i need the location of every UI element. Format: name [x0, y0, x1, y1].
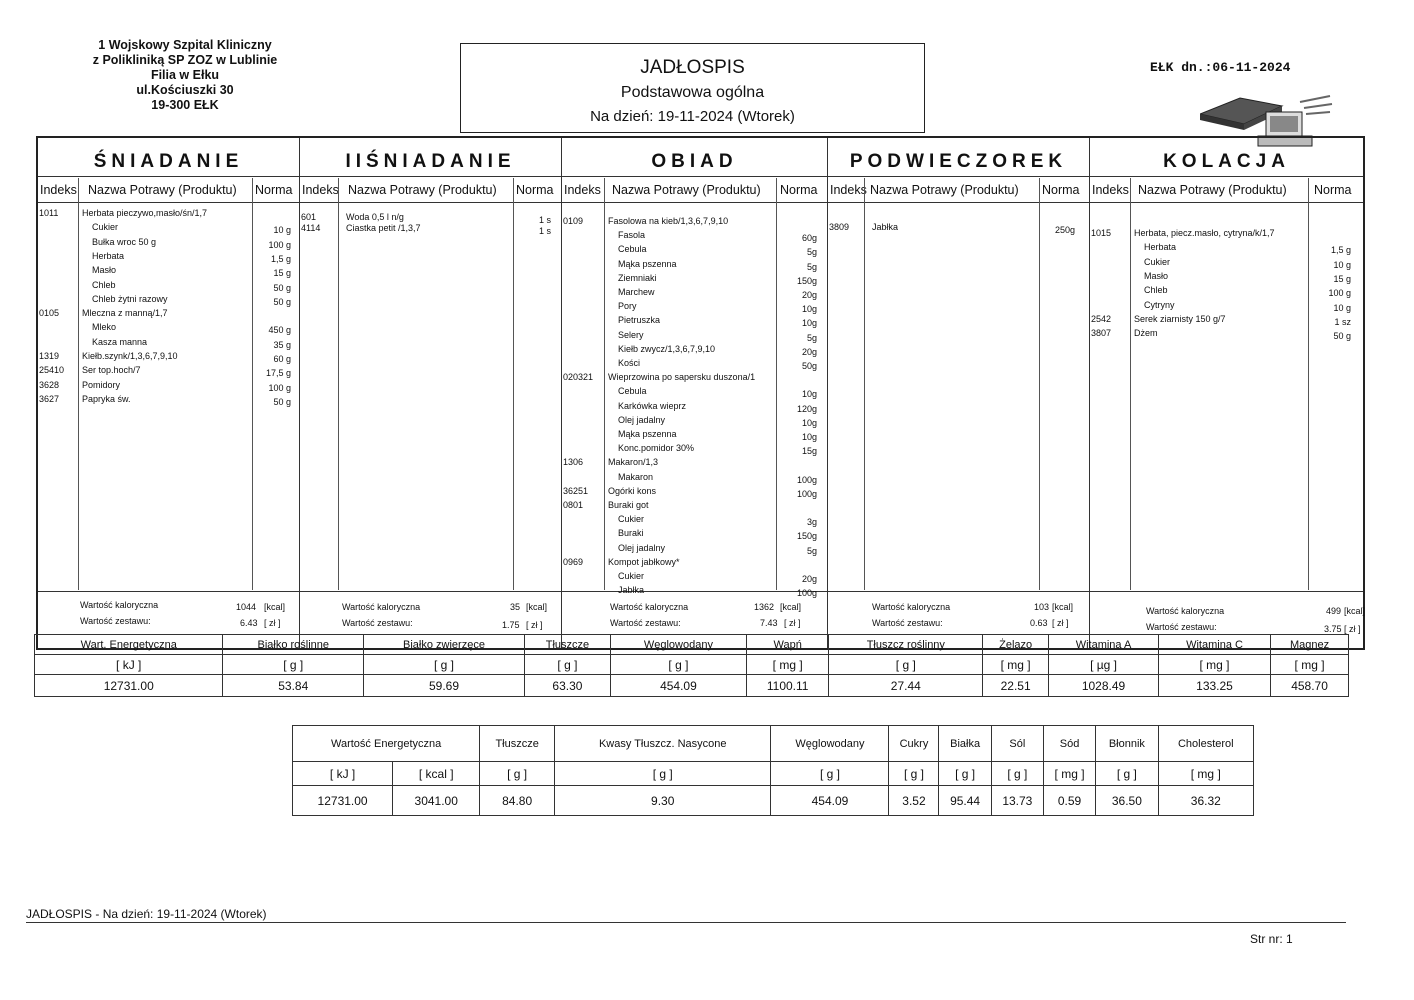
- energy-header: Wartość Energetyczna: [293, 726, 480, 762]
- nutrient-names-row: [35, 635, 1349, 655]
- nutrient-unit: [ g ]: [829, 655, 983, 675]
- cost-label: Wartość zestawu:: [1146, 622, 1217, 632]
- product-norma: 10g: [801, 318, 817, 329]
- nutrient-unit: [ g ]: [364, 655, 525, 675]
- product-index: 1319: [39, 351, 60, 361]
- nutrient-value: 59.69: [364, 675, 525, 697]
- product-name: Bułka wroc 50 g: [92, 236, 157, 247]
- product-index: 020321: [563, 372, 594, 383]
- divider: [776, 178, 777, 590]
- hospital-branch: Filia w Ełku: [150, 68, 220, 82]
- nutrient-unit: [ mg ]: [983, 655, 1049, 675]
- kcal-label: Wartość kaloryczna: [342, 602, 421, 612]
- product-norma: 17,5 g: [265, 368, 291, 379]
- nutrient-value: 1100.11: [746, 675, 829, 697]
- product-name: Cukier: [618, 571, 645, 581]
- nutrient-value: 12731.00: [35, 675, 223, 697]
- product-norma: 1,5 g: [270, 253, 291, 264]
- product-norma: 15 g: [1333, 273, 1351, 284]
- nutrient-name: Magnez: [1271, 635, 1349, 655]
- product-norma: 10g: [801, 389, 817, 400]
- nutrient-name: Białko roślinne: [223, 635, 364, 655]
- nutrient-name: Sód: [1043, 726, 1095, 762]
- kcal-value: 103: [1034, 602, 1050, 612]
- page-number: Str nr: 1: [1250, 932, 1293, 946]
- header-index: Indeks: [830, 183, 867, 197]
- product-name: Dżem: [1134, 328, 1158, 339]
- nutrient-names-row: [293, 726, 1254, 762]
- nutrient-unit: [ g ]: [771, 762, 889, 786]
- product-norma: 15g: [801, 446, 817, 457]
- product-name: Kiełb.szynk/1,3,6,7,9,10: [82, 351, 178, 361]
- product-name: Kompot jabłkowy*: [608, 556, 680, 567]
- product-index: 0109: [563, 216, 584, 226]
- column-headers: [828, 178, 1089, 203]
- nutrient-name: Witamina A: [1049, 635, 1159, 655]
- product-norma: 20g: [801, 574, 817, 584]
- nutrient-name: Białko zwierzęce: [364, 635, 525, 655]
- product-name: Ogórki kons: [608, 485, 657, 496]
- cost-value: 6.43: [240, 618, 258, 628]
- product-name: Konc.pomidor 30%: [618, 443, 695, 454]
- nutrient-name: Kwasy Tłuszcz. Nasycone: [555, 726, 771, 762]
- hospital-clinic: z Polikliniką SP ZOZ w Lublinie: [92, 53, 278, 67]
- product-index: 3809: [829, 222, 850, 232]
- nutrient-name: Wapń: [746, 635, 829, 655]
- product-norma: 50g: [801, 361, 817, 371]
- title-box: [460, 43, 925, 133]
- product-name: Ser top.hoch/7: [82, 365, 141, 376]
- product-norma: 450 g: [268, 325, 291, 336]
- product-name: Cebula: [618, 386, 647, 397]
- nutrient-unit: [ g ]: [1096, 762, 1158, 786]
- nutrient-units-row: [35, 655, 1349, 675]
- cost-label: Wartość zestawu:: [342, 618, 413, 628]
- product-norma: 5g: [806, 332, 817, 343]
- nutrient-unit: [ mg ]: [1158, 762, 1253, 786]
- energy-kcal-unit: [ kcal ]: [393, 762, 480, 786]
- product-name: Chleb: [92, 279, 116, 290]
- product-name: Cukier: [92, 222, 119, 233]
- nutrient-value: 133.25: [1158, 675, 1270, 697]
- product-name: Makaron: [618, 471, 654, 482]
- nutrient-name: Witamina C: [1158, 635, 1270, 655]
- product-norma: 35 g: [273, 339, 291, 350]
- cost-label: Wartość zestawu:: [872, 618, 943, 628]
- nutrient-name: Węglowodany: [771, 726, 889, 762]
- kcal-value: 35: [510, 602, 521, 612]
- nutrient-value: 22.51: [983, 675, 1049, 697]
- nutrient-unit: [ g ]: [480, 762, 555, 786]
- product-name: Pomidory: [82, 379, 121, 390]
- nutrient-value: 13.73: [991, 786, 1043, 816]
- kcal-unit: [kcal]: [780, 602, 802, 612]
- meal-title: OBIAD: [562, 138, 827, 177]
- product-norma: 100g: [796, 488, 817, 499]
- product-index: 601: [301, 212, 317, 222]
- product-norma: 10g: [801, 304, 817, 315]
- product-norma: 50 g: [273, 396, 291, 407]
- product-name: Woda 0,5 l n/g: [346, 212, 404, 222]
- nutrient-name: Żelazo: [983, 635, 1049, 655]
- product-norma: 50 g: [273, 296, 291, 307]
- product-name: Mleko: [92, 322, 117, 333]
- divider: [513, 178, 514, 590]
- hospital-city: 19-300 EŁK: [151, 98, 219, 112]
- header-name: Nazwa Potrawy (Produktu): [348, 183, 497, 197]
- product-name: Makaron/1,3: [608, 457, 659, 468]
- product-norma: 50 g: [1333, 331, 1351, 342]
- cost-unit: [ zł ]: [264, 618, 281, 628]
- nutrient-value: 63.30: [524, 675, 610, 697]
- product-name: Papryka św.: [82, 393, 131, 404]
- meal-column-ii-sniadanie: [300, 138, 562, 648]
- cost-value: 3.75: [1324, 624, 1342, 634]
- product-norma: 10 g: [1333, 302, 1351, 313]
- product-name: Buraki: [618, 528, 644, 539]
- header-norma: Norma: [780, 183, 818, 197]
- nutrient-value: 1028.49: [1049, 675, 1159, 697]
- cost-unit: [ zł ]: [1344, 624, 1361, 634]
- issue-date: EŁK dn.:06-11-2024: [1150, 60, 1291, 75]
- nutrient-name: Wart. Energetyczna: [35, 635, 223, 655]
- header-index: Indeks: [40, 183, 77, 197]
- header-index: Indeks: [302, 183, 339, 197]
- product-norma: 100g: [796, 588, 817, 599]
- hospital-street: ul.Kościuszki 30: [136, 83, 234, 97]
- product-index: 0105: [39, 308, 60, 319]
- divider: [604, 178, 605, 590]
- header-norma: Norma: [255, 183, 293, 197]
- nutrient-name: Tłuszcze: [480, 726, 555, 762]
- header-norma: Norma: [516, 183, 554, 197]
- nutrient-unit: [ µg ]: [1049, 655, 1159, 675]
- product-name: Ciastka petit /1,3,7: [346, 223, 421, 233]
- header-norma: Norma: [1042, 183, 1080, 197]
- nutrient-name: Białka: [939, 726, 991, 762]
- header-name: Nazwa Potrawy (Produktu): [88, 183, 237, 197]
- nutrient-unit: [ g ]: [889, 762, 939, 786]
- product-norma: 100 g: [268, 239, 291, 250]
- product-index: 4114: [301, 223, 321, 233]
- nutrient-unit: [ g ]: [555, 762, 771, 786]
- product-index: 3807: [1091, 328, 1112, 339]
- product-name: Pory: [618, 301, 637, 312]
- nutrient-values-row: [293, 786, 1254, 816]
- product-name: Fasolowa na kieb/1,3,6,7,9,10: [608, 216, 729, 226]
- kcal-unit: [kcal]: [1344, 606, 1366, 616]
- product-name: Serek ziarnisty 150 g/7: [1134, 313, 1226, 324]
- energy-kj-unit: [ kJ ]: [293, 762, 393, 786]
- product-norma: 1 s: [538, 226, 551, 236]
- nutrients-table-2: [292, 725, 1254, 816]
- kcal-value: 1362: [754, 602, 775, 612]
- product-name: Mąka pszenna: [618, 429, 677, 439]
- header-name: Nazwa Potrawy (Produktu): [612, 183, 761, 197]
- nutrient-value: 84.80: [480, 786, 555, 816]
- product-name: Kasza manna: [92, 336, 148, 347]
- product-name: Chleb: [1144, 285, 1168, 296]
- column-headers: [300, 178, 561, 203]
- divider: [252, 178, 253, 590]
- product-norma: 5g: [806, 261, 817, 272]
- product-norma: 20g: [801, 290, 817, 300]
- nutrient-unit: [ g ]: [991, 762, 1043, 786]
- product-norma: 5g: [806, 247, 817, 258]
- nutrient-unit: [ kJ ]: [35, 655, 223, 675]
- product-name: Cebula: [618, 244, 647, 255]
- product-index: 1015: [1091, 228, 1112, 238]
- product-norma: 10g: [801, 432, 817, 442]
- product-name: Cukier: [618, 514, 645, 525]
- energy-kcal-value: 3041.00: [393, 786, 480, 816]
- product-norma: 15 g: [273, 268, 291, 279]
- product-name: Herbata pieczywo,masło/śn/1,7: [82, 208, 208, 218]
- product-name: Karkówka wieprz: [618, 400, 687, 411]
- meal-column-sniadanie: [38, 138, 300, 648]
- product-norma: 100g: [796, 474, 817, 485]
- nutrient-value: 454.09: [771, 786, 889, 816]
- product-name: Kości: [618, 358, 641, 368]
- product-norma: 60g: [801, 233, 817, 244]
- nutrient-value: 0.59: [1043, 786, 1095, 816]
- product-norma: 5g: [806, 545, 817, 556]
- cost-label: Wartość zestawu:: [80, 616, 151, 626]
- header-index: Indeks: [1092, 183, 1129, 197]
- product-index: 1306: [563, 457, 584, 468]
- nutrient-value: 3.52: [889, 786, 939, 816]
- product-name: Jabłka: [618, 585, 645, 596]
- divider: [864, 178, 865, 590]
- product-name: Herbata: [1144, 242, 1177, 253]
- kcal-label: Wartość kaloryczna: [1146, 606, 1225, 616]
- meal-column-obiad: [562, 138, 828, 648]
- hospital-name: 1 Wojskowy Szpital Kliniczny: [98, 38, 272, 52]
- kcal-unit: [kcal]: [264, 602, 286, 612]
- product-name: Jabłka: [872, 222, 899, 232]
- product-name: Mąka pszenna: [618, 258, 677, 269]
- kcal-value: 499: [1326, 606, 1342, 616]
- product-name: Fasola: [618, 230, 646, 241]
- footer-text: JADŁOSPIS - Na dzień: 19-11-2024 (Wtorek): [26, 907, 267, 921]
- meal-column-podwieczorek: [828, 138, 1090, 648]
- kcal-unit: [kcal]: [526, 602, 548, 612]
- product-name: Buraki got: [608, 500, 649, 510]
- product-index: 0969: [563, 556, 584, 567]
- meal-title: ŚNIADANIE: [38, 138, 299, 177]
- cost-unit: [ zł ]: [526, 620, 543, 630]
- product-name: Ziemniaki: [618, 272, 657, 283]
- nutrient-value: 27.44: [829, 675, 983, 697]
- hospital-address: [70, 38, 300, 113]
- product-norma: 10g: [801, 417, 817, 428]
- product-name: Chleb żytni razowy: [92, 293, 168, 304]
- cost-value: 7.43: [760, 618, 778, 628]
- header-index: Indeks: [564, 183, 601, 197]
- kcal-label: Wartość kaloryczna: [80, 600, 159, 610]
- product-norma: 150g: [796, 531, 817, 542]
- cost-label: Wartość zestawu:: [610, 618, 681, 628]
- product-norma: 100 g: [1328, 288, 1351, 299]
- meal-title: IIŚNIADANIE: [300, 138, 561, 177]
- product-norma: 10 g: [273, 225, 291, 236]
- product-index: 2542: [1091, 313, 1112, 324]
- meal-column-kolacja: [1090, 138, 1366, 648]
- nutrient-unit: [ g ]: [223, 655, 364, 675]
- product-index: 3627: [39, 393, 60, 404]
- nutrient-name: Błonnik: [1096, 726, 1158, 762]
- nutrient-name: Tłuszcze: [524, 635, 610, 655]
- nutrient-value: 36.50: [1096, 786, 1158, 816]
- nutrient-name: Cukry: [889, 726, 939, 762]
- divider: [1130, 178, 1131, 590]
- product-name: Masło: [92, 265, 117, 276]
- nutrient-unit: [ g ]: [939, 762, 991, 786]
- diet-type: Podstawowa ogólna: [620, 84, 765, 101]
- product-name: Selery: [618, 329, 644, 340]
- meal-title: PODWIECZOREK: [828, 138, 1089, 177]
- page-title: JADŁOSPIS: [640, 57, 745, 78]
- product-index: 36251: [563, 485, 589, 496]
- product-index: 0801: [563, 500, 584, 510]
- meals-table: [36, 136, 1365, 650]
- nutrient-name: Cholesterol: [1158, 726, 1253, 762]
- nutrient-values-row: [35, 675, 1349, 697]
- product-norma: 20g: [801, 346, 817, 357]
- nutrient-value: 53.84: [223, 675, 364, 697]
- nutrient-value: 458.70: [1271, 675, 1349, 697]
- product-norma: 150g: [796, 275, 817, 286]
- nutrient-units-row: [293, 762, 1254, 786]
- menu-date: Na dzień: 19-11-2024 (Wtorek): [590, 108, 795, 125]
- product-name: Wieprzowina po sapersku duszona/1: [608, 372, 756, 383]
- product-index: 25410: [39, 365, 65, 376]
- nutrients-table-1: [34, 634, 1349, 697]
- product-norma: 10 g: [1333, 259, 1351, 270]
- product-norma: 50 g: [273, 282, 291, 293]
- nutrient-value: 9.30: [555, 786, 771, 816]
- kcal-value: 1044: [236, 602, 257, 612]
- product-index: 1011: [39, 208, 59, 218]
- energy-kj-value: 12731.00: [293, 786, 393, 816]
- kcal-unit: [kcal]: [1052, 602, 1074, 612]
- product-norma: 60 g: [273, 354, 291, 364]
- nutrient-unit: [ g ]: [524, 655, 610, 675]
- header-norma: Norma: [1314, 183, 1352, 197]
- nutrient-name: Węglowodany: [610, 635, 746, 655]
- product-norma: 100 g: [268, 382, 291, 393]
- nutrient-value: 95.44: [939, 786, 991, 816]
- product-name: Marchew: [618, 287, 655, 297]
- cost-value: 1.75: [502, 620, 520, 630]
- nutrient-value: 454.09: [610, 675, 746, 697]
- nutrient-unit: [ g ]: [610, 655, 746, 675]
- product-norma: 250g: [1054, 225, 1075, 235]
- kcal-label: Wartość kaloryczna: [872, 602, 951, 612]
- nutrient-value: 36.32: [1158, 786, 1253, 816]
- header-name: Nazwa Potrawy (Produktu): [870, 183, 1019, 197]
- kcal-label: Wartość kaloryczna: [610, 602, 689, 612]
- cost-unit: [ zł ]: [1052, 618, 1069, 628]
- nutrient-name: Sól: [991, 726, 1043, 762]
- nutrient-unit: [ mg ]: [746, 655, 829, 675]
- product-name: Cytryny: [1144, 299, 1175, 310]
- product-name: Masło: [1144, 270, 1169, 281]
- divider: [1039, 178, 1040, 590]
- product-name: Cukier: [1144, 256, 1171, 267]
- product-name: Kiełb zwycz/1,3,6,7,9,10: [618, 343, 716, 354]
- product-name: Herbata: [92, 250, 125, 261]
- nutrient-name: Tłuszcz roślinny: [829, 635, 983, 655]
- product-index: 3628: [39, 379, 60, 390]
- divider: [1308, 178, 1309, 590]
- cost-value: 0.63: [1030, 618, 1048, 628]
- header-name: Nazwa Potrawy (Produktu): [1138, 183, 1287, 197]
- column-headers: [562, 178, 827, 203]
- product-norma: 120g: [796, 403, 817, 414]
- divider: [338, 178, 339, 590]
- cost-unit: [ zł ]: [784, 618, 801, 628]
- product-norma: 3g: [806, 517, 817, 528]
- footer-divider: [26, 922, 1346, 923]
- product-name: Olej jadalny: [618, 542, 666, 553]
- product-norma: 1,5 g: [1330, 245, 1351, 256]
- nutrient-unit: [ mg ]: [1043, 762, 1095, 786]
- product-norma: 1 s: [538, 215, 551, 225]
- divider: [78, 178, 79, 590]
- product-name: Olej jadalny: [618, 414, 666, 425]
- meal-title: KOLACJA: [1090, 138, 1363, 177]
- product-name: Pietruszka: [618, 315, 661, 326]
- product-name: Mleczna z manną/1,7: [82, 308, 168, 319]
- product-name: Herbata, piecz.masło, cytryna/k/1,7: [1134, 228, 1275, 238]
- nutrient-unit: [ mg ]: [1158, 655, 1270, 675]
- nutrient-unit: [ mg ]: [1271, 655, 1349, 675]
- product-norma: 1 sz: [1334, 316, 1351, 327]
